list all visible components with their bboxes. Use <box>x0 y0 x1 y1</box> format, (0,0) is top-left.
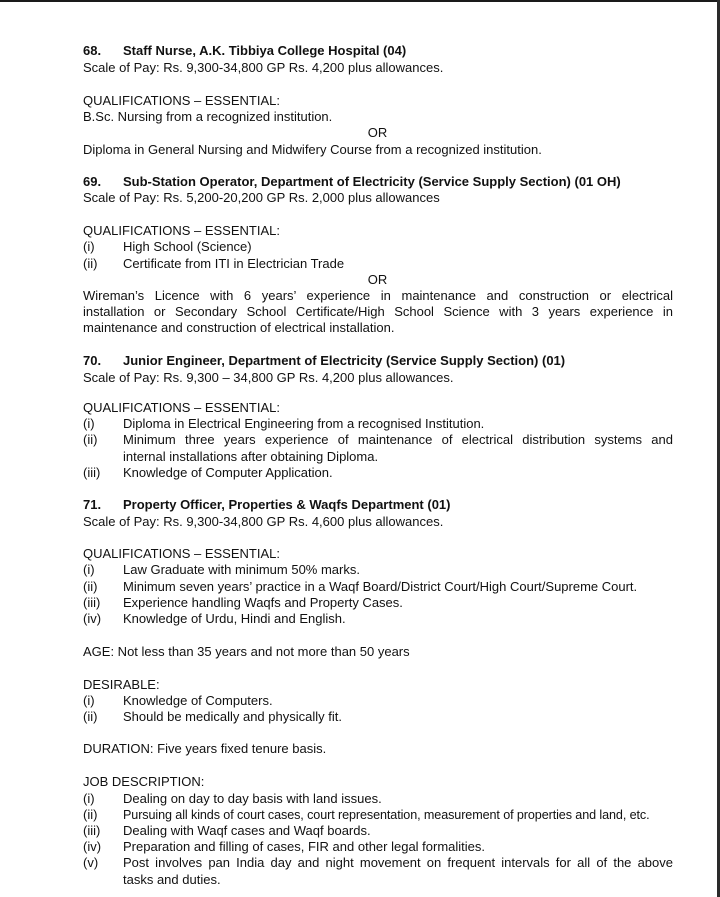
page-top-edge <box>0 0 720 2</box>
post-71-job-text: Preparation and filling of cases, FIR and other legal formalities. <box>123 839 486 854</box>
post-70-title: Junior Engineer, Department of Electricity (Service Supply Section) (01) <box>123 353 566 368</box>
post-71-item-number: (iv) <box>83 611 102 626</box>
post-69-qual-heading: QUALIFICATIONS – ESSENTIAL: <box>83 223 280 238</box>
post-71-item-number: (iii) <box>83 595 101 610</box>
post-71-desirable-heading: DESIRABLE: <box>83 677 160 692</box>
post-69-number: 69. <box>83 174 102 189</box>
post-68-qual-heading: QUALIFICATIONS – ESSENTIAL: <box>83 93 280 108</box>
post-71-item-text: Knowledge of Urdu, Hindi and English. <box>123 611 346 626</box>
post-70-item-text-continued: internal installations after obtaining Diploma. <box>123 449 379 464</box>
post-68-qual-line1: B.Sc. Nursing from a recognized institution. <box>83 109 333 124</box>
post-71-item-number: (i) <box>83 562 95 577</box>
post-71-item-text: Law Graduate with minimum 50% marks. <box>123 562 360 577</box>
post-69-alt-line: Wireman’s Licence with 6 years’ experience in maintenance and construction or electrical <box>83 288 673 303</box>
post-68-qual-line2: Diploma in General Nursing and Midwifery Course from a recognized institution. <box>83 142 542 157</box>
post-69-pay: Scale of Pay: Rs. 5,200-20,200 GP Rs. 2,000 plus allowances <box>83 190 440 205</box>
post-68-number: 68. <box>83 43 102 58</box>
post-71-pay: Scale of Pay: Rs. 9,300-34,800 GP Rs. 4,600 plus allowances. <box>83 514 444 529</box>
post-68-pay: Scale of Pay: Rs. 9,300-34,800 GP Rs. 4,200 plus allowances. <box>83 60 444 75</box>
post-69-item-number: (ii) <box>83 256 98 271</box>
post-71-job-text-continued: tasks and duties. <box>123 872 221 887</box>
post-69-title: Sub-Station Operator, Department of Electricity (Service Supply Section) (01 OH) <box>123 174 621 189</box>
post-71-number: 71. <box>83 497 102 512</box>
post-70-item-text: Knowledge of Computer Application. <box>123 465 333 480</box>
post-70-item-number: (ii) <box>83 432 98 447</box>
post-71-job-number: (v) <box>83 855 99 870</box>
post-69-alt-line: maintenance and construction of electrical installation. <box>83 320 395 335</box>
post-71-desirable-text: Should be medically and physically fit. <box>123 709 342 724</box>
post-71-job-text: Dealing on day to day basis with land issues. <box>123 791 382 806</box>
post-71-item-text: Minimum seven years’ practice in a Waqf Board/District Court/High Court/Supreme Court. <box>123 579 638 594</box>
post-69-item-text: High School (Science) <box>123 239 252 254</box>
post-71-desirable-text: Knowledge of Computers. <box>123 693 273 708</box>
post-71-title: Property Officer, Properties & Waqfs Department (01) <box>123 497 451 512</box>
post-71-desirable-number: (ii) <box>83 709 98 724</box>
post-71-qual-heading: QUALIFICATIONS – ESSENTIAL: <box>83 546 280 561</box>
post-69-or: OR <box>367 272 388 287</box>
post-71-job-number: (iii) <box>83 823 101 838</box>
post-71-job-number: (i) <box>83 791 95 806</box>
post-71-job-text: Dealing with Waqf cases and Waqf boards. <box>123 823 371 838</box>
post-71-age: AGE: Not less than 35 years and not more than 50 years <box>83 644 410 659</box>
post-71-item-text: Experience handling Waqfs and Property Cases. <box>123 595 403 610</box>
post-71-job-heading: JOB DESCRIPTION: <box>83 774 205 789</box>
post-70-item-number: (iii) <box>83 465 101 480</box>
post-68-or: OR <box>367 125 388 140</box>
post-70-item-number: (i) <box>83 416 95 431</box>
post-69-alt-line: installation or Secondary School Certificate/High School Science with 3 years experience in <box>83 304 673 319</box>
post-71-duration: DURATION: Five years fixed tenure basis. <box>83 741 327 756</box>
post-71-job-text: Pursuing all kinds of court cases, court representation, measurement of properties and land, etc. <box>123 808 650 822</box>
post-69-item-number: (i) <box>83 239 95 254</box>
post-71-job-number: (ii) <box>83 807 98 822</box>
post-70-item-text: Diploma in Electrical Engineering from a recognised Institution. <box>123 416 485 431</box>
post-71-job-number: (iv) <box>83 839 102 854</box>
post-71-item-number: (ii) <box>83 579 98 594</box>
post-68-title: Staff Nurse, A.K. Tibbiya College Hospital (04) <box>123 43 407 58</box>
post-71-desirable-number: (i) <box>83 693 95 708</box>
post-70-item-text: Minimum three years experience of maintenance of electrical distribution systems and <box>123 432 673 447</box>
post-70-number: 70. <box>83 353 102 368</box>
post-70-qual-heading: QUALIFICATIONS – ESSENTIAL: <box>83 400 280 415</box>
post-69-item-text: Certificate from ITI in Electrician Trade <box>123 256 345 271</box>
post-71-job-text: Post involves pan India day and night movement on frequent intervals for all of the above <box>123 855 673 870</box>
post-70-pay: Scale of Pay: Rs. 9,300 – 34,800 GP Rs. 4,200 plus allowances. <box>83 370 454 385</box>
